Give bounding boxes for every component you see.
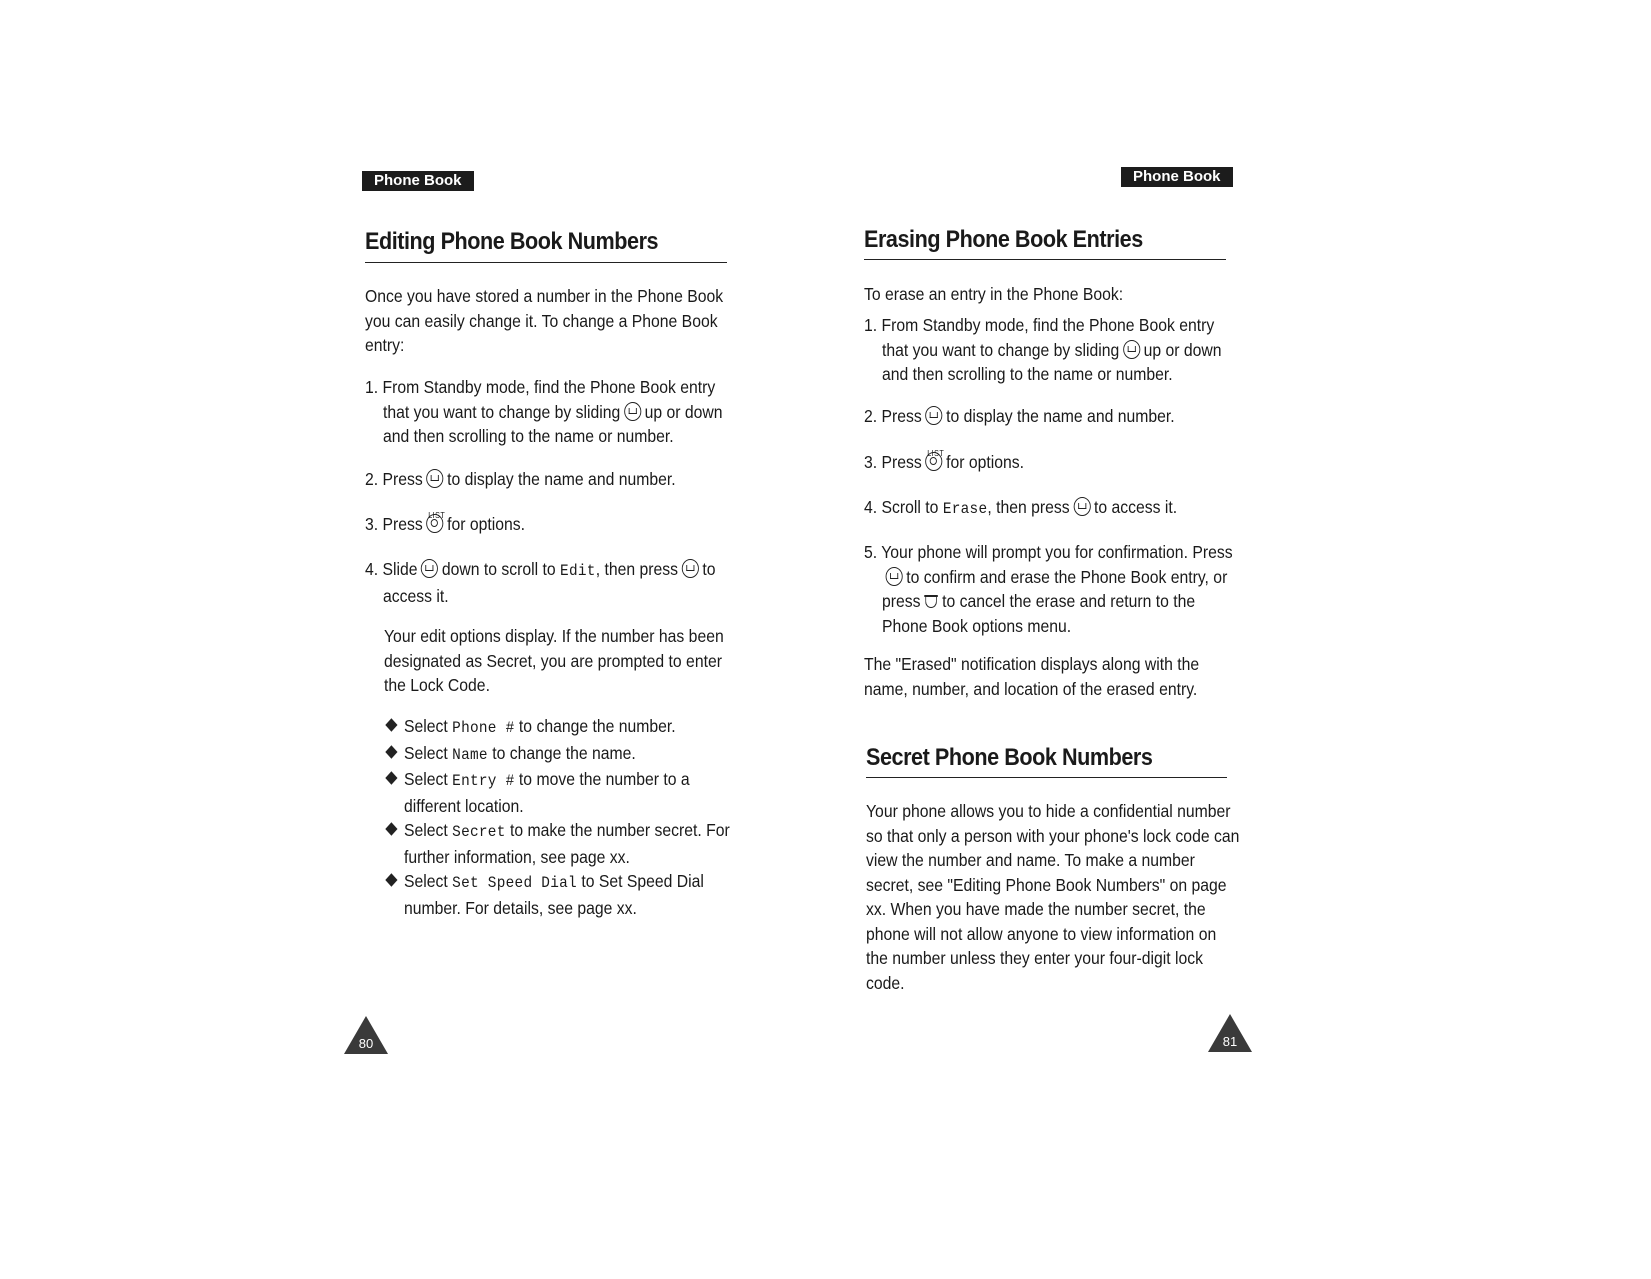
list-item: Select Entry # to move the number to a (386, 767, 730, 794)
navigation-key-icon (421, 559, 438, 578)
right-intro: To erase an entry in the Phone Book: (864, 284, 1124, 304)
list-item: Select Secret to make the number secret. For (386, 818, 730, 845)
right-step-3: 3. Press LIST for options. (864, 449, 1025, 472)
left-title-rule (365, 262, 727, 263)
diamond-bullet-icon (385, 873, 397, 887)
right-secret-rule (866, 777, 1227, 778)
right-erased-note: The "Erased" notification displays along with the name, number, and location of the erased entry. (864, 654, 1200, 699)
navigation-key-icon (1123, 340, 1140, 359)
ok-key-icon (682, 559, 699, 578)
clear-key-icon (924, 593, 938, 609)
left-edit-note: Your edit options display. If the number has been designated as Secret, you are prompted to enter the Lock Code. (384, 626, 724, 695)
right-step-5: 5. Your phone will prompt you for confirmation. Press to confirm and erase the Phone Book entry, or press to cancel the erase and return to the Phone Book options menu. (864, 542, 1233, 636)
ok-key-icon (1073, 497, 1090, 516)
left-section-tab: Phone Book (362, 171, 474, 191)
right-secret-title: Secret Phone Book Numbers (866, 744, 1153, 771)
right-section-title: Erasing Phone Book Entries (864, 226, 1143, 253)
ok-key-icon (426, 469, 443, 488)
right-step-4: 4. Scroll to Erase, then press to access it. (864, 497, 1178, 518)
left-step-4: 4. Slide down to scroll to Edit, then press to access it. (365, 559, 716, 606)
navigation-key-icon (624, 402, 641, 421)
list-item: Select Phone # to change the number. (386, 714, 730, 741)
left-intro: Once you have stored a number in the Phone Book you can easily change it. To change a Phone Book entry: (365, 286, 724, 355)
diamond-bullet-icon (385, 822, 397, 836)
ok-key-icon (925, 406, 942, 425)
left-step-2: 2. Press to display the name and number. (365, 469, 676, 489)
right-secret-text: Your phone allows you to hide a confidential number so that only a person with your phone's lock code can view the number and name. To make a number secret, see "Editing Phone Book Numbers" on page xx. When you have made the number secret, the phone will not allow anyone to view information on the number unless they enter your four-digit lock code. (866, 801, 1240, 993)
left-step-1: 1. From Standby mode, find the Phone Book entry that you want to change by sliding up or down and then scrolling to the name or number. (365, 377, 723, 446)
left-section-title: Editing Phone Book Numbers (365, 228, 659, 255)
right-step-2: 2. Press to display the name and number. (864, 406, 1175, 426)
left-bullet-list: Select Phone # to change the number. Select Name to change the name. Select Entry # to move the number to a different location. Select Secret to make the number secret. For further information, see page xx. Select Set Speed Dial to Set Speed Dial number. For details, see page xx. (386, 714, 730, 920)
right-title-rule (864, 259, 1226, 260)
list-key-icon: LIST (925, 452, 942, 471)
right-step-1: 1. From Standby mode, find the Phone Book entry that you want to change by sliding up or down and then scrolling to the name or number. (864, 315, 1222, 384)
list-item: Select Set Speed Dial to Set Speed Dial (386, 869, 730, 896)
list-item: Select Name to change the name. (386, 741, 730, 768)
left-page-number: 80 (358, 1036, 374, 1051)
right-section-tab: Phone Book (1121, 167, 1233, 187)
right-page-number: 81 (1222, 1034, 1238, 1049)
diamond-bullet-icon (385, 771, 397, 785)
ok-key-icon (886, 567, 903, 586)
list-key-icon: LIST (426, 514, 443, 533)
diamond-bullet-icon (385, 745, 397, 759)
diamond-bullet-icon (385, 718, 397, 732)
left-step-3: 3. Press LIST for options. (365, 511, 526, 534)
